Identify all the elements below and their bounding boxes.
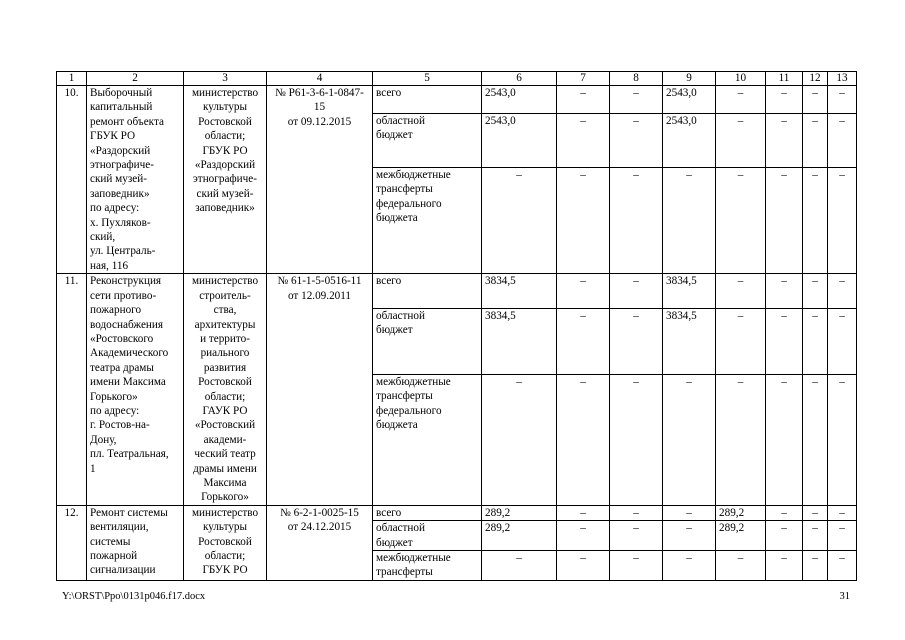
row-number: 12. — [57, 505, 87, 580]
amount-cell: – — [803, 308, 828, 374]
amount-cell: – — [557, 113, 610, 167]
amount-cell: – — [803, 551, 828, 581]
amount-cell: – — [803, 274, 828, 308]
amount-cell: 3834,5 — [663, 308, 716, 374]
column-number-5: 5 — [373, 72, 482, 86]
amount-cell: – — [716, 167, 766, 273]
amount-cell: – — [828, 167, 857, 273]
amount-cell: – — [663, 521, 716, 551]
amount-cell: – — [766, 86, 803, 114]
amount-cell: – — [803, 167, 828, 273]
funding-source: областной бюджет — [373, 308, 482, 374]
amount-cell: – — [482, 167, 557, 273]
amount-cell: – — [557, 86, 610, 114]
funding-source: всего — [373, 86, 482, 114]
funding-source: межбюджетные трансферты — [373, 551, 482, 581]
amount-cell: 289,2 — [482, 521, 557, 551]
amount-cell: – — [803, 113, 828, 167]
amount-cell: – — [766, 375, 803, 506]
amount-cell: 3834,5 — [482, 308, 557, 374]
amount-cell: 3834,5 — [482, 274, 557, 308]
amount-cell: – — [828, 308, 857, 374]
funding-source: межбюджетные трансферты федерального бюджета — [373, 167, 482, 273]
table-row — [57, 86, 857, 114]
object-name: Ремонт системы вентиляции, системы пожарной сигнализации — [87, 505, 184, 580]
row-number: 11. — [57, 274, 87, 506]
amount-cell: – — [482, 375, 557, 506]
amount-cell: – — [482, 551, 557, 581]
amount-cell: 2543,0 — [482, 86, 557, 114]
amount-cell: – — [766, 505, 803, 520]
document-reference: № Р61-3-6-1-0847- 15 от 09.12.2015 — [267, 86, 373, 274]
column-number-8: 8 — [610, 72, 663, 86]
amount-cell: – — [828, 505, 857, 520]
amount-cell: – — [610, 521, 663, 551]
document-reference: № 61-1-5-0516-11 от 12.09.2011 — [267, 274, 373, 506]
funding-source: областной бюджет — [373, 521, 482, 551]
amount-cell: 289,2 — [716, 521, 766, 551]
amount-cell: – — [803, 505, 828, 520]
row-number: 10. — [57, 86, 87, 274]
responsible-organization: министерство культуры Ростовской области; ГБУК РО — [184, 505, 267, 580]
funding-source: всего — [373, 274, 482, 308]
amount-cell: – — [828, 521, 857, 551]
amount-cell: – — [716, 308, 766, 374]
amount-cell: – — [610, 274, 663, 308]
amount-cell: 289,2 — [716, 505, 766, 520]
amount-cell: – — [828, 551, 857, 581]
amount-cell: – — [610, 375, 663, 506]
amount-cell: – — [766, 551, 803, 581]
column-number-9: 9 — [663, 72, 716, 86]
column-number-6: 6 — [482, 72, 557, 86]
amount-cell: – — [610, 308, 663, 374]
footer-file-path: Y:\ORST\Ppo\0131p046.f17.docx — [62, 591, 206, 602]
column-number-11: 11 — [766, 72, 803, 86]
amount-cell: – — [766, 167, 803, 273]
amount-cell: – — [610, 86, 663, 114]
amount-cell: – — [557, 521, 610, 551]
amount-cell: – — [716, 375, 766, 506]
column-number-2: 2 — [87, 72, 184, 86]
table-row — [57, 274, 857, 308]
amount-cell: 3834,5 — [663, 274, 716, 308]
amount-cell: – — [663, 167, 716, 273]
funding-source: всего — [373, 505, 482, 520]
responsible-organization: министерство культуры Ростовской области; ГБУК РО «Раздорский этнографиче- ский музей- заповедник» — [184, 86, 267, 274]
column-number-13: 13 — [828, 72, 857, 86]
object-name: Реконструкция сети противо- пожарного водоснабжения «Ростовского Академического театра драмы имени Максима Горького» по адресу: г. Ростов-на- Дону, пл. Театральная, 1 — [87, 274, 184, 506]
amount-cell: – — [610, 505, 663, 520]
amount-cell: – — [557, 167, 610, 273]
amount-cell: – — [716, 113, 766, 167]
object-name: Выборочный капитальный ремонт объекта ГБУК РО «Раздорский этнографиче- ский музей- заповедник» по адресу: х. Пухляков- ский, ул. Централь- ная, 116 — [87, 86, 184, 274]
program-table — [56, 71, 857, 581]
header-row — [57, 72, 857, 86]
table-body — [57, 86, 857, 581]
amount-cell: – — [557, 375, 610, 506]
amount-cell: – — [828, 113, 857, 167]
funding-source: межбюджетные трансферты федерального бюджета — [373, 375, 482, 506]
amount-cell: 2543,0 — [663, 86, 716, 114]
amount-cell: – — [803, 521, 828, 551]
column-number-7: 7 — [557, 72, 610, 86]
amount-cell: – — [557, 308, 610, 374]
amount-cell: – — [766, 113, 803, 167]
amount-cell: – — [663, 505, 716, 520]
amount-cell: – — [610, 551, 663, 581]
amount-cell: – — [803, 375, 828, 506]
amount-cell: 2543,0 — [663, 113, 716, 167]
amount-cell: – — [828, 86, 857, 114]
column-number-10: 10 — [716, 72, 766, 86]
amount-cell: – — [610, 167, 663, 273]
funding-source: областной бюджет — [373, 113, 482, 167]
responsible-organization: министерство строитель- ства, архитектуры и террито- риального развития Ростовской области; ГАУК РО «Ростовский академи- ческий театр драмы имени Максима Горького» — [184, 274, 267, 506]
amount-cell: 2543,0 — [482, 113, 557, 167]
amount-cell: – — [557, 274, 610, 308]
amount-cell: – — [557, 505, 610, 520]
table-row — [57, 505, 857, 520]
amount-cell: – — [663, 375, 716, 506]
page-number: 31 — [839, 591, 850, 602]
amount-cell: – — [828, 274, 857, 308]
amount-cell: – — [828, 375, 857, 506]
amount-cell: – — [716, 86, 766, 114]
amount-cell: – — [557, 551, 610, 581]
column-number-4: 4 — [267, 72, 373, 86]
amount-cell: – — [766, 308, 803, 374]
amount-cell: – — [716, 551, 766, 581]
amount-cell: – — [663, 551, 716, 581]
amount-cell: – — [716, 274, 766, 308]
column-number-3: 3 — [184, 72, 267, 86]
amount-cell: – — [766, 274, 803, 308]
column-number-12: 12 — [803, 72, 828, 86]
amount-cell: 289,2 — [482, 505, 557, 520]
column-number-1: 1 — [57, 72, 87, 86]
amount-cell: – — [610, 113, 663, 167]
amount-cell: – — [766, 521, 803, 551]
document-reference: № 6-2-1-0025-15 от 24.12.2015 — [267, 505, 373, 580]
amount-cell: – — [803, 86, 828, 114]
